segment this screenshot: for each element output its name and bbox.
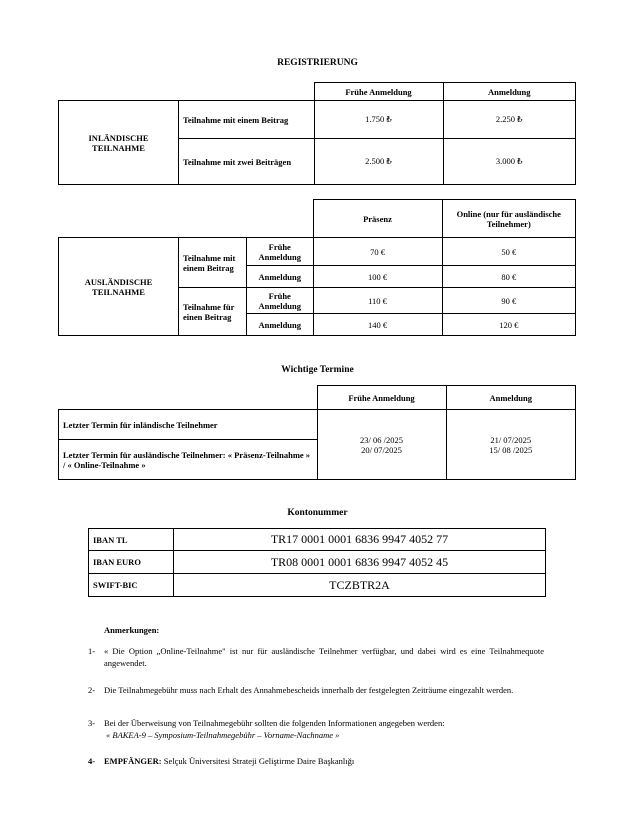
note-number: 1-: [88, 646, 96, 656]
registration-type: Anmeldung: [247, 314, 314, 336]
deadline-foreign-label: Letzter Termin für ausländische Teilnehmer: « Präsenz-Teilnahme » / « Online-Teilnahme »: [59, 440, 318, 480]
registration-type: Frühe Anmeldung: [247, 238, 314, 266]
note-number: 4-: [88, 756, 96, 766]
note-text: Bei der Überweisung von Teilnahmegebühr sollten die folgenden Informationen angegeben werden:: [104, 718, 445, 728]
notes-title: Anmerkungen:: [104, 625, 160, 635]
domestic-fee-table: [58, 82, 576, 185]
foreign-subgroup-label: Teilnahme für einen Beitrag: [179, 288, 247, 336]
regular-deadline-foreign: 15/ 08 /2025: [489, 444, 533, 455]
online-fee: 120 €: [442, 314, 576, 336]
note-number: 2-: [88, 685, 96, 695]
col-presence-header: Präsenz: [313, 200, 442, 238]
col-regular-header: Anmeldung: [446, 386, 576, 410]
account-value: TCZBTR2A: [174, 574, 546, 597]
account-value: TR17 0001 0001 6836 9947 4052 77: [174, 529, 546, 551]
note-item: [88, 717, 548, 743]
presence-fee: 140 €: [313, 314, 442, 336]
deadlines-table: [58, 385, 576, 480]
account-table: [88, 528, 546, 597]
foreign-group-label: AUSLÄNDISCHE TEILNAHME: [59, 238, 179, 336]
note-number: 3-: [88, 718, 96, 728]
col-early-header: Frühe Anmeldung: [314, 83, 443, 101]
online-fee: 80 €: [442, 266, 576, 288]
domestic-early-fee: 1.750 ₺: [314, 101, 443, 139]
regular-deadlines: [446, 410, 576, 480]
col-early-header: Frühe Anmeldung: [317, 386, 446, 410]
account-label: IBAN TL: [89, 529, 174, 551]
early-deadline-domestic: 23/ 06 /2025: [360, 434, 403, 445]
early-deadline-foreign: 20/ 07/2025: [361, 444, 402, 455]
note-text: Die Teilnahmegebühr muss nach Erhalt des Annahmebescheids innerhalb der festgelegten Zeiträume eingezahlt werden.: [104, 685, 514, 695]
account-value: TR08 0001 0001 6836 9947 4052 45: [174, 551, 546, 574]
domestic-row-label: Teilnahme mit zwei Beiträgen: [179, 139, 315, 185]
account-label: SWIFT-BIC: [89, 574, 174, 597]
regular-deadline-domestic: 21/ 07/2025: [490, 434, 532, 445]
note-label: EMPFÄNGER:: [104, 756, 162, 766]
domestic-regular-fee: 2.250 ₺: [443, 101, 576, 139]
foreign-subgroup-label: Teilnahme mit einem Beitrag: [179, 238, 247, 288]
online-fee: 50 €: [442, 238, 576, 266]
presence-fee: 110 €: [313, 288, 442, 314]
registration-title: REGISTRIERUNG: [277, 58, 358, 68]
registration-type: Frühe Anmeldung: [247, 288, 314, 314]
col-regular-header: Anmeldung: [443, 83, 576, 101]
presence-fee: 100 €: [313, 266, 442, 288]
domestic-row-label: Teilnahme mit einem Beitrag: [179, 101, 315, 139]
note-subtext: « BAKEA-9 – Symposium-Teilnahmegebühr – Vorname-Nachname »: [106, 730, 340, 740]
domestic-group-label: INLÄNDISCHE TEILNAHME: [59, 101, 179, 185]
note-item: [88, 645, 548, 671]
registration-type: Anmeldung: [247, 266, 314, 288]
presence-fee: 70 €: [313, 238, 442, 266]
early-deadlines: [317, 410, 446, 480]
account-title: Kontonummer: [287, 508, 348, 518]
deadlines-title: Wichtige Termine: [281, 365, 354, 375]
note-text: Selçuk Üniversitesi Strateji Geliştirme Daire Başkanlığı: [163, 756, 355, 766]
col-online-header: Online (nur für ausländische Teilnehmer): [442, 200, 576, 238]
account-label: IBAN EURO: [89, 551, 174, 574]
domestic-regular-fee: 3.000 ₺: [443, 139, 576, 185]
note-item: [88, 684, 548, 710]
deadline-domestic-label: Letzter Termin für inländische Teilnehmer: [59, 410, 318, 440]
note-text: « Die Option „Online-Teilnahme" ist nur für ausländische Teilnehmer verfügbar, und dabei wird es eine Teilnahmequote angewendet.: [104, 646, 544, 668]
note-item: [88, 755, 548, 769]
foreign-fee-table: [58, 199, 576, 336]
domestic-early-fee: 2.500 ₺: [314, 139, 443, 185]
online-fee: 90 €: [442, 288, 576, 314]
